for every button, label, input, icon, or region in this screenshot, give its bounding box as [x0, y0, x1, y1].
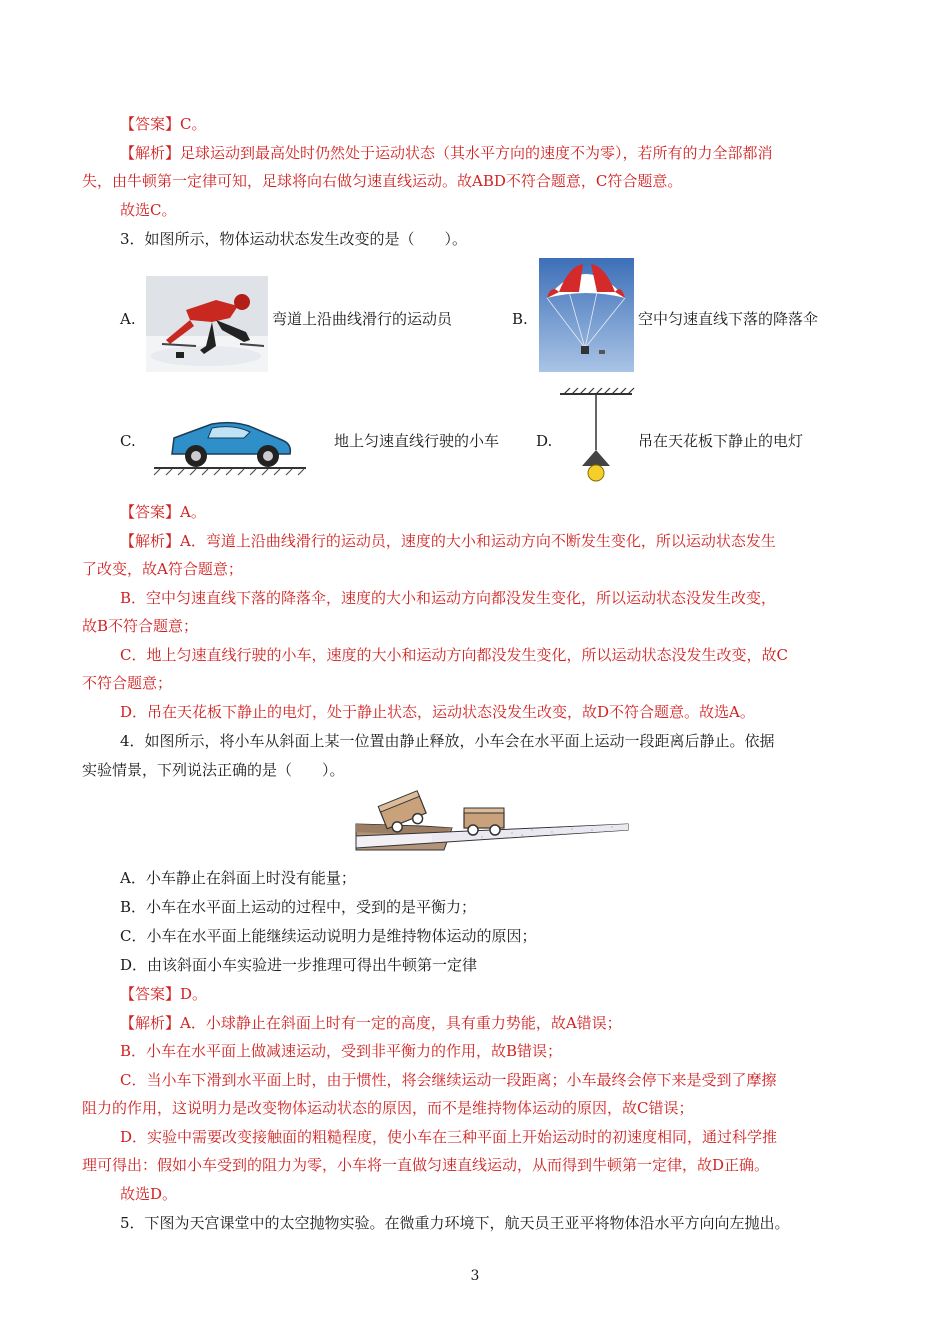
analysis-line: 理可得出：假如小车受到的阻力为零，小车将一直做匀速直线运动，从而得到牛顿第一定律，故D正确。 [82, 1156, 770, 1174]
option-c-letter: C. [120, 432, 136, 450]
analysis-line: B．空中匀速直线下落的降落伞，速度的大小和运动方向都没发生变化，所以运动状态没发生改变， [120, 589, 777, 607]
analysis-line: B．小车在水平面上做减速运动，受到非平衡力的作用，故B错误； [120, 1042, 563, 1060]
hanging-lamp-image [556, 386, 636, 484]
option-b-text: 空中匀速直线下落的降落伞 [638, 310, 819, 328]
option-d-text: 吊在天花板下静止的电灯 [638, 432, 804, 450]
conclusion-line: 故选D。 [120, 1185, 178, 1203]
analysis-line: D．实验中需要改变接触面的粗糙程度，使小车在三种平面上开始运动时的初速度相同，通过科学推 [120, 1128, 778, 1146]
option-a-letter: A. [120, 310, 136, 328]
option-b-letter: B. [512, 310, 528, 328]
question-5: 5．下图为天宫课堂中的太空抛物实验。在微重力环境下，航天员王亚平将物体沿水平方向向左抛出。 [120, 1214, 790, 1232]
analysis-line: 【解析】A．小球静止在斜面上时有一定的高度，具有重力势能，故A错误； [120, 1014, 622, 1032]
conclusion-line: 故选C。 [120, 201, 177, 219]
analysis-line: 了改变，故A符合题意； [82, 560, 243, 578]
option-d-letter: D. [536, 432, 553, 450]
analysis-line: D．吊在天花板下静止的电灯，处于静止状态，运动状态没发生改变，故D不符合题意。故选A。 [120, 703, 755, 721]
analysis-line: C．地上匀速直线行驶的小车，速度的大小和运动方向都没发生变化，所以运动状态没发生改变，故C [120, 646, 788, 664]
question-4-cont: 实验情景，下列说法正确的是（ ）。 [82, 761, 345, 779]
analysis-line: 不符合题意； [82, 674, 173, 692]
analysis-line: 【解析】足球运动到最高处时仍然处于运动状态（其水平方向的速度不为零），若所有的力全部都消 [120, 144, 773, 162]
analysis-line: 故B不符合题意； [82, 617, 199, 635]
parachute-image [539, 258, 634, 372]
option-c: C．小车在水平面上能继续运动说明力是维持物体运动的原因； [120, 927, 537, 945]
question-3: 3．如图所示，物体运动状态发生改变的是（ ）。 [120, 230, 468, 248]
incline-cart-image [352, 790, 632, 852]
skater-image [146, 276, 268, 372]
option-a: A．小车静止在斜面上时没有能量； [120, 869, 356, 887]
option-d: D．由该斜面小车实验进一步推理可得出牛顿第一定律 [120, 956, 478, 974]
option-c-text: 地上匀速直线行驶的小车 [334, 432, 500, 450]
analysis-line: 【解析】A．弯道上沿曲线滑行的运动员，速度的大小和运动方向不断发生变化，所以运动状态发生 [120, 532, 776, 550]
analysis-line: 阻力的作用，这说明力是改变物体运动状态的原因，而不是维持物体运动的原因，故C错误； [82, 1099, 694, 1117]
car-image [150, 410, 310, 476]
answer-line: 【答案】D。 [120, 985, 208, 1003]
answer-line: 【答案】C。 [120, 115, 207, 133]
analysis-line: C．当小车下滑到水平面上时，由于惯性，将会继续运动一段距离；小车最终会停下来是受到了摩擦 [120, 1071, 777, 1089]
option-a-text: 弯道上沿曲线滑行的运动员 [272, 310, 453, 328]
option-b: B．小车在水平面上运动的过程中，受到的是平衡力； [120, 898, 477, 916]
analysis-line: 失，由牛顿第一定律可知，足球将向右做匀速直线运动。故ABD不符合题意，C符合题意。 [82, 172, 683, 190]
question-4: 4．如图所示，将小车从斜面上某一位置由静止释放，小车会在水平面上运动一段距离后静止。依据 [120, 732, 775, 750]
page-number: 3 [470, 1268, 480, 1284]
answer-line: 【答案】A。 [120, 503, 206, 521]
